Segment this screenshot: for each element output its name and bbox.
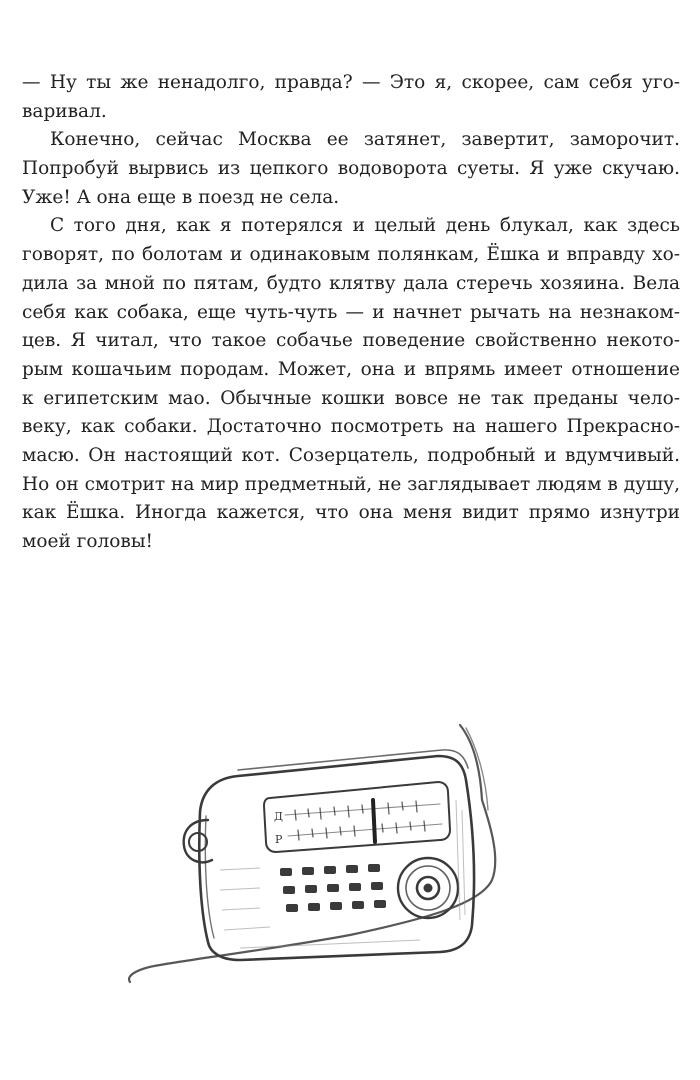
text-line: Конечно, сейчас Москва ее затянет, завертит, заморочит.	[50, 129, 680, 151]
text-line: — Ну ты же ненадолго, правда? — Это я, скорее, сам себя уго-	[22, 72, 680, 93]
text-line: Попробуй вырвись из цепкого водоворота суеты. Я уже скучаю.	[22, 158, 680, 180]
text-line: масю. Он настоящий кот. Созерцатель, подробный и вдумчивый.	[22, 444, 680, 466]
text-line: моей головы!	[22, 531, 153, 552]
radio-sketch-icon	[120, 720, 540, 1020]
svg-text:Р: Р	[275, 833, 283, 846]
text-line: себя как собака, еще чуть-чуть — и начнет рычать на незнаком-	[22, 301, 680, 323]
text-line: говорят, по болотам и одинаковым полянкам, Ёшка и вправду хо-	[22, 244, 680, 266]
svg-text:Д: Д	[274, 810, 283, 823]
body-text	[22, 69, 680, 557]
text-line: как Ёшка. Иногда кажется, что она меня видит прямо изнутри	[22, 502, 680, 524]
text-line: Но он смотрит на мир предметный, не заглядывает людям в душу,	[22, 473, 680, 495]
text-line: Уже! А она еще в поезд не села.	[22, 186, 340, 208]
text-line: дила за мной по пятам, будто клятву дала стеречь хозяина. Вела	[22, 272, 680, 294]
text-line: варивал.	[22, 100, 107, 122]
text-line: веку, как собаки. Достаточно посмотреть на нашего Прекрасно-	[22, 416, 680, 438]
text-line: к египетским мао. Обычные кошки вовсе не так преданы чело-	[22, 387, 680, 409]
text-line: цев. Я читал, что такое собачье поведение свойственно некото-	[22, 330, 680, 352]
text-line: рым кошачьим породам. Может, она и впрямь имеет отношение	[22, 358, 680, 380]
text-line: С того дня, как я потерялся и целый день блукал, как здесь	[50, 215, 680, 237]
